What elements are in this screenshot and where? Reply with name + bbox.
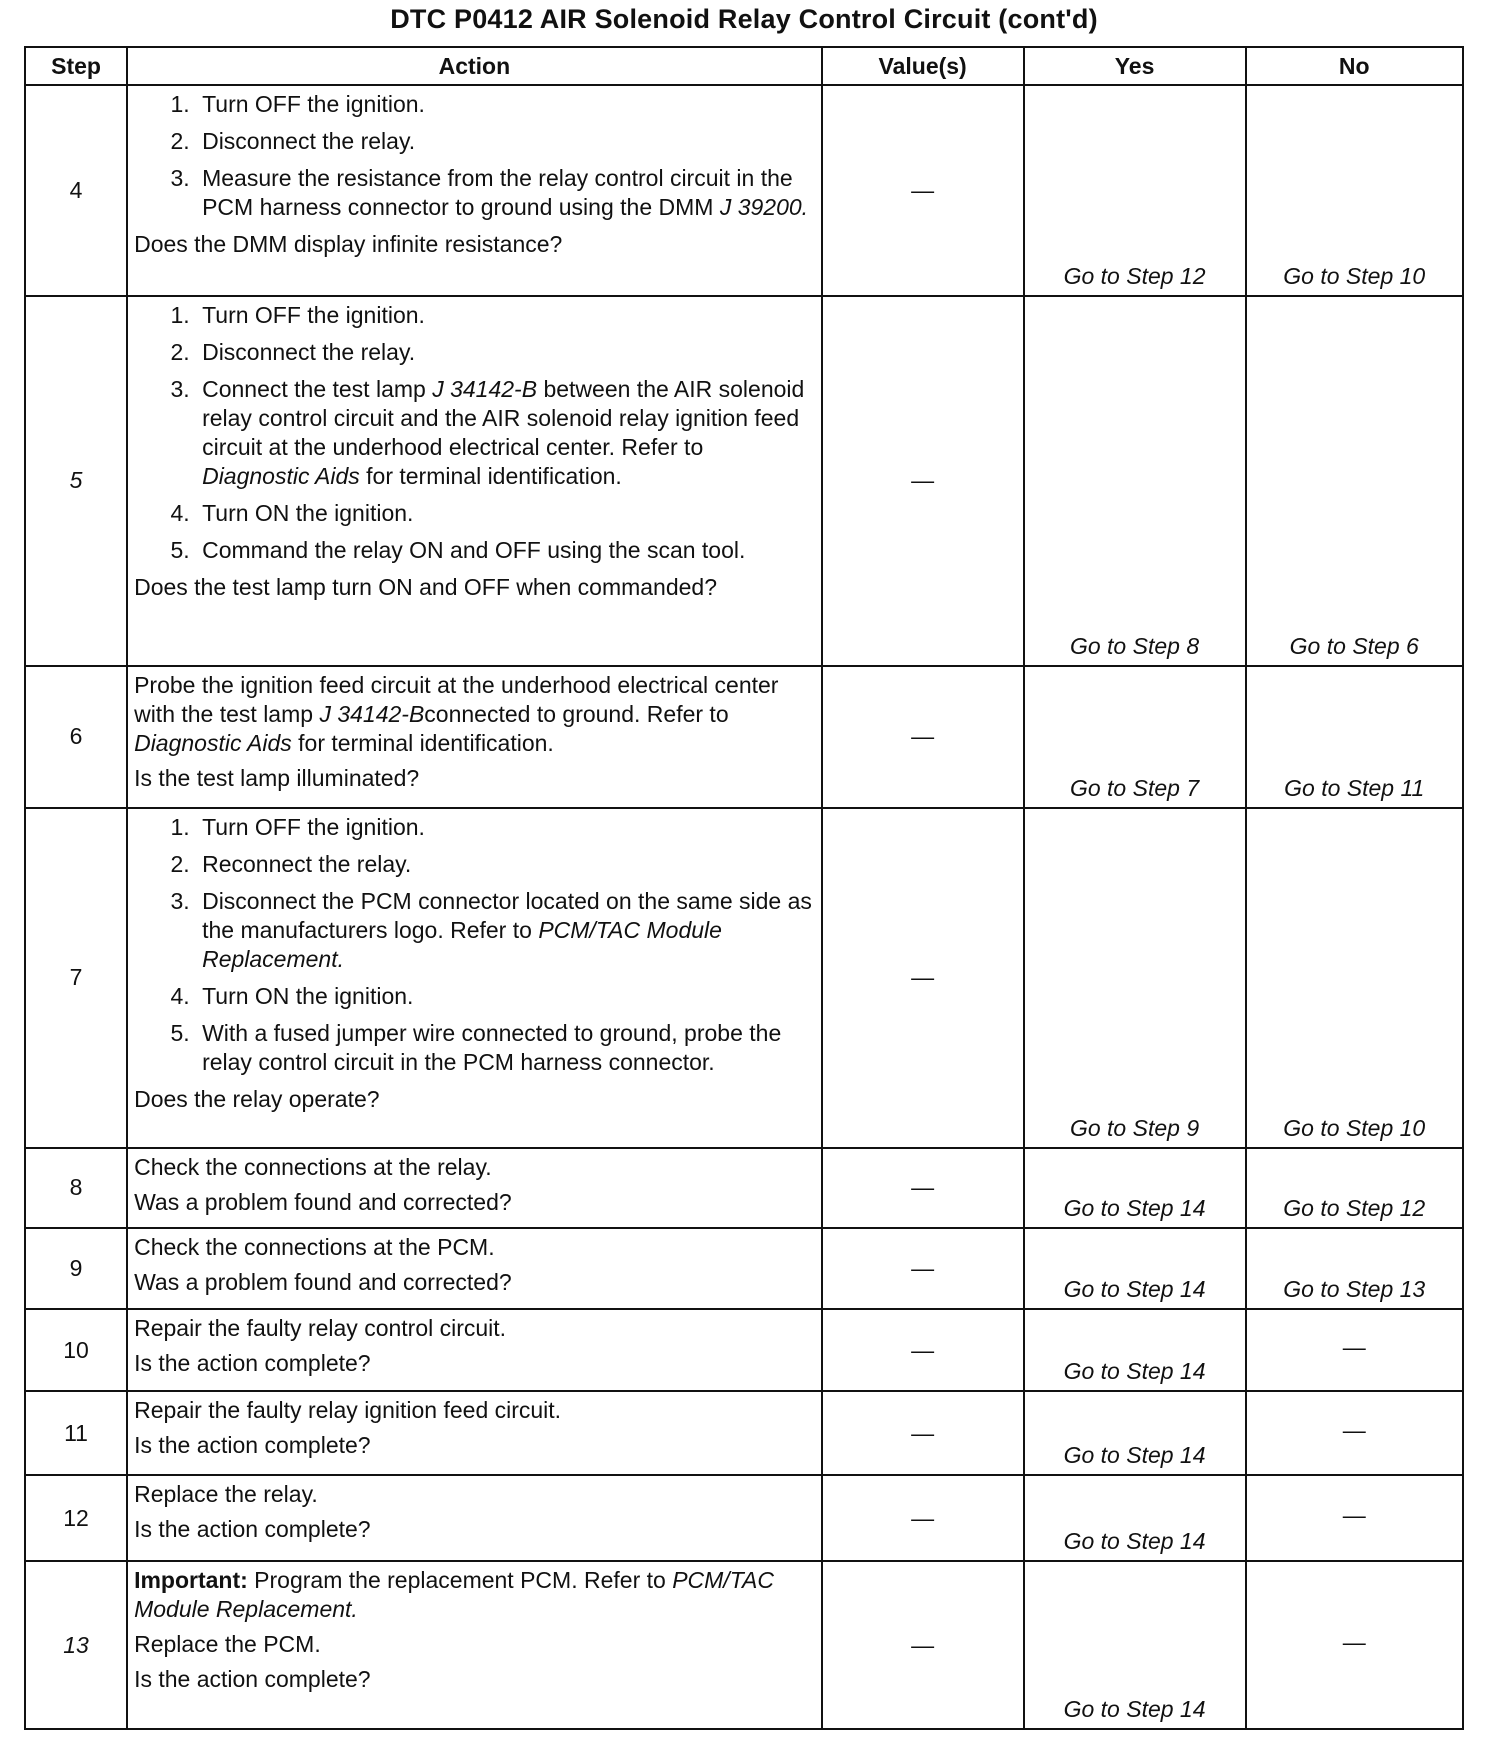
step-number: 7 [25, 808, 127, 1148]
action-paragraph: Replace the PCM. [134, 1631, 321, 1658]
header-no: No [1246, 47, 1464, 85]
yes-cell: Go to Step 14 [1024, 1228, 1246, 1310]
list-item: 1. Turn OFF the ignition. [196, 301, 813, 330]
value-cell: — [822, 85, 1024, 296]
yes-cell: Go to Step 9 [1024, 808, 1246, 1148]
list-item: 2. Disconnect the relay. [196, 338, 813, 367]
step-number: 4 [25, 85, 127, 296]
action-list [134, 301, 813, 565]
doc-reference: Diagnostic Aids [202, 462, 360, 489]
list-item: 3. Disconnect the PCM connector located on the same side as the manufacturers logo. Refer to PCM/TAC Module Replacement. [196, 887, 813, 974]
value-cell: — [822, 1475, 1024, 1561]
action-cell [127, 666, 822, 808]
step-number: 11 [25, 1391, 127, 1475]
header-values: Value(s) [822, 47, 1024, 85]
action-paragraph: Check the connections at the PCM. [134, 1233, 495, 1260]
table-row [25, 296, 1463, 666]
table-row [25, 808, 1463, 1148]
table-row [25, 1148, 1463, 1228]
step-number: 5 [25, 296, 127, 666]
question-text: Does the DMM display infinite resistance? [134, 231, 563, 257]
no-cell: Go to Step 6 [1246, 296, 1464, 666]
list-item: 5. With a fused jumper wire connected to ground, probe the relay control circuit in the PCM harness connector. [196, 1019, 813, 1077]
yes-cell: Go to Step 14 [1024, 1309, 1246, 1391]
table-row [25, 1309, 1463, 1391]
yes-cell: Go to Step 14 [1024, 1148, 1246, 1228]
question-text: Is the action complete? [134, 1666, 371, 1693]
header-action: Action [127, 47, 822, 85]
list-item: 5. Command the relay ON and OFF using the scan tool. [196, 536, 813, 565]
question-text: Does the relay operate? [134, 1086, 380, 1112]
doc-reference: PCM/TAC Module Replacement. [134, 1567, 774, 1623]
header-row [25, 47, 1463, 85]
step-number: 9 [25, 1228, 127, 1310]
yes-cell: Go to Step 14 [1024, 1391, 1246, 1475]
table-row [25, 1475, 1463, 1561]
value-cell: — [822, 1309, 1024, 1391]
value-cell: — [822, 808, 1024, 1148]
yes-cell: Go to Step 12 [1024, 85, 1246, 296]
action-cell [127, 1148, 822, 1228]
question-text: Is the test lamp illuminated? [134, 764, 420, 791]
action-paragraph: Check the connections at the relay. [134, 1153, 492, 1180]
question-text: Is the action complete? [134, 1350, 371, 1377]
yes-cell: Go to Step 8 [1024, 296, 1246, 666]
important-note: Important: Program the replacement PCM. Refer to PCM/TAC Module Replacement. [134, 1567, 774, 1623]
value-cell: — [822, 1561, 1024, 1729]
list-item: 3. Connect the test lamp J 34142-B between the AIR solenoid relay control circuit and the AIR solenoid relay ignition feed circuit at the underhood electrical center. Refer to Diagnostic Aids for terminal identification. [196, 375, 813, 491]
value-cell: — [822, 1148, 1024, 1228]
step-number: 10 [25, 1309, 127, 1391]
action-paragraph: Repair the faulty relay ignition feed circuit. [134, 1397, 562, 1424]
action-cell [127, 808, 822, 1148]
header-step: Step [25, 47, 127, 85]
step-number: 8 [25, 1148, 127, 1228]
question-text: Was a problem found and corrected? [134, 1188, 512, 1215]
tool-reference: J 34142-B [432, 375, 538, 402]
page-title: DTC P0412 AIR Solenoid Relay Control Circuit (cont'd) [390, 4, 1098, 34]
yes-cell: Go to Step 14 [1024, 1561, 1246, 1729]
no-cell: Go to Step 11 [1246, 666, 1464, 808]
step-number: 13 [25, 1561, 127, 1729]
action-cell [127, 85, 822, 296]
header-yes: Yes [1024, 47, 1246, 85]
table-row [25, 1391, 1463, 1475]
list-item: 2. Reconnect the relay. [196, 850, 813, 879]
no-cell: Go to Step 10 [1246, 808, 1464, 1148]
step-number: 12 [25, 1475, 127, 1561]
no-cell: Go to Step 13 [1246, 1228, 1464, 1310]
no-cell: — [1246, 1475, 1464, 1561]
action-cell [127, 1475, 822, 1561]
important-label: Important: [134, 1567, 248, 1594]
yes-cell: Go to Step 14 [1024, 1475, 1246, 1561]
list-item: 4. Turn ON the ignition. [196, 982, 813, 1011]
no-cell: — [1246, 1561, 1464, 1729]
table-row [25, 1561, 1463, 1729]
diagnostic-table [24, 46, 1464, 1730]
action-cell [127, 1309, 822, 1391]
value-cell: — [822, 1228, 1024, 1310]
value-cell: — [822, 1391, 1024, 1475]
action-paragraph: Repair the faulty relay control circuit. [134, 1315, 507, 1342]
question-text: Is the action complete? [134, 1516, 371, 1543]
no-cell: — [1246, 1391, 1464, 1475]
table-row [25, 85, 1463, 296]
action-cell [127, 296, 822, 666]
yes-cell: Go to Step 7 [1024, 666, 1246, 808]
doc-reference: PCM/TAC Module Replacement. [202, 917, 722, 972]
list-item: 2. Disconnect the relay. [196, 127, 813, 156]
no-cell: Go to Step 10 [1246, 85, 1464, 296]
question-text: Is the action complete? [134, 1432, 371, 1459]
tool-reference: J 39200. [719, 194, 809, 220]
list-item: 4. Turn ON the ignition. [196, 499, 813, 528]
no-cell: Go to Step 12 [1246, 1148, 1464, 1228]
action-paragraph: Replace the relay. [134, 1481, 318, 1508]
no-cell: — [1246, 1309, 1464, 1391]
question-text: Was a problem found and corrected? [134, 1268, 512, 1295]
action-cell [127, 1391, 822, 1475]
list-item: 1. Turn OFF the ignition. [196, 813, 813, 842]
value-cell: — [822, 666, 1024, 808]
doc-reference: Diagnostic Aids [134, 729, 292, 756]
action-cell [127, 1228, 822, 1310]
tool-reference: J 34142-B [319, 700, 425, 727]
action-list [134, 813, 813, 1077]
action-list [134, 90, 813, 222]
table-row [25, 1228, 1463, 1310]
action-cell [127, 1561, 822, 1729]
list-item: 3. Measure the resistance from the relay control circuit in the PCM harness connector to ground using the DMM J 39200. [196, 164, 813, 222]
value-cell: — [822, 296, 1024, 666]
action-paragraph: Probe the ignition feed circuit at the underhood electrical center with the test lamp J 34142-Bconnected to ground. Refer to Diagnostic Aids for terminal identification. [134, 671, 779, 756]
list-item: 1. Turn OFF the ignition. [196, 90, 813, 119]
table-row [25, 666, 1463, 808]
step-number: 6 [25, 666, 127, 808]
question-text: Does the test lamp turn ON and OFF when commanded? [134, 573, 718, 600]
